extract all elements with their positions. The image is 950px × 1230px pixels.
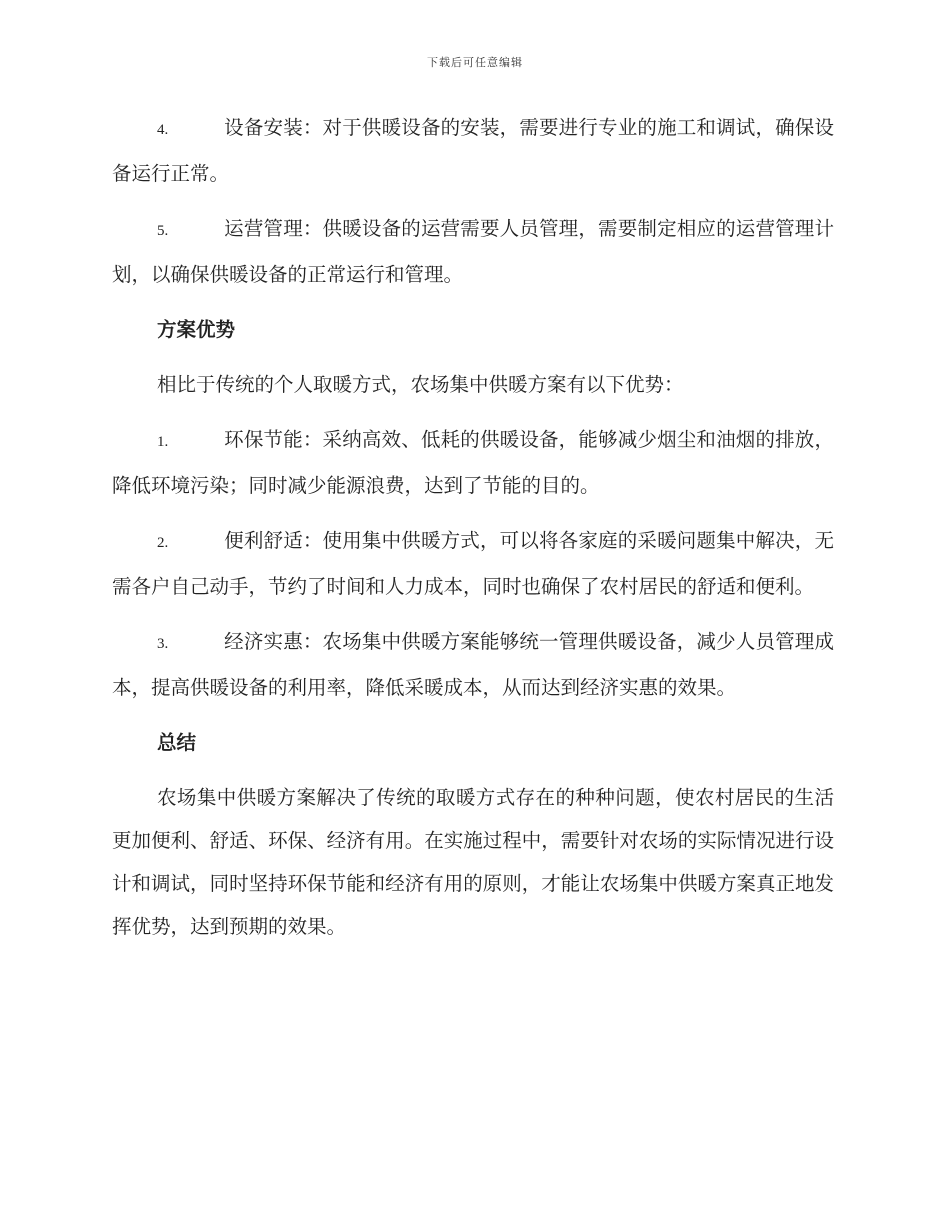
advantage-item-2 — [112, 519, 834, 608]
list-number: 1. — [157, 434, 169, 450]
section-heading-summary: 总结 — [157, 731, 197, 754]
list-item-text: 便利舒适：使用集中供暖方式，可以将各家庭的采暖问题集中解决，无需各户自己动手，节约了时间和人力成本，同时也确保了农村居民的舒适和便利。 — [112, 529, 834, 598]
list-item-text: 环保节能：采纳高效、低耗的供暖设备，能够减少烟尘和油烟的排放，降低环境污染；同时减少能源浪费，达到了节能的目的。 — [112, 428, 834, 497]
list-item-text: 设备安装：对于供暖设备的安装，需要进行专业的施工和调试，确保设备运行正常。 — [112, 116, 834, 185]
list-number: 5. — [157, 223, 169, 239]
list-item-5 — [112, 207, 834, 296]
summary-paragraph: 农场集中供暖方案解决了传统的取暖方式存在的种种问题，使农村居民的生活更加便利、舒适、环保、经济有用。在实施过程中，需要针对农场的实际情况进行设计和调试，同时坚持环保节能和经济有用的原则，才能让农场集中供暖方案真正地发挥优势，达到预期的效果。 — [112, 786, 834, 938]
advantages-intro: 相比于传统的个人取暖方式，农场集中供暖方案有以下优势： — [157, 373, 684, 396]
list-item-4 — [112, 106, 834, 195]
advantage-item-1 — [112, 418, 834, 507]
page-header: 下载后可任意编辑 — [427, 56, 523, 69]
section-heading-advantages: 方案优势 — [157, 318, 236, 341]
list-number: 2. — [157, 535, 169, 551]
list-number: 4. — [157, 122, 169, 138]
list-number: 3. — [157, 636, 169, 652]
list-item-text: 经济实惠：农场集中供暖方案能够统一管理供暖设备，减少人员管理成本，提高供暖设备的利用率，降低采暖成本，从而达到经济实惠的效果。 — [112, 630, 834, 699]
advantage-item-3 — [112, 620, 834, 709]
list-item-text: 运营管理：供暖设备的运营需要人员管理，需要制定相应的运营管理计划，以确保供暖设备的正常运行和管理。 — [112, 217, 834, 286]
document-body — [112, 106, 834, 960]
